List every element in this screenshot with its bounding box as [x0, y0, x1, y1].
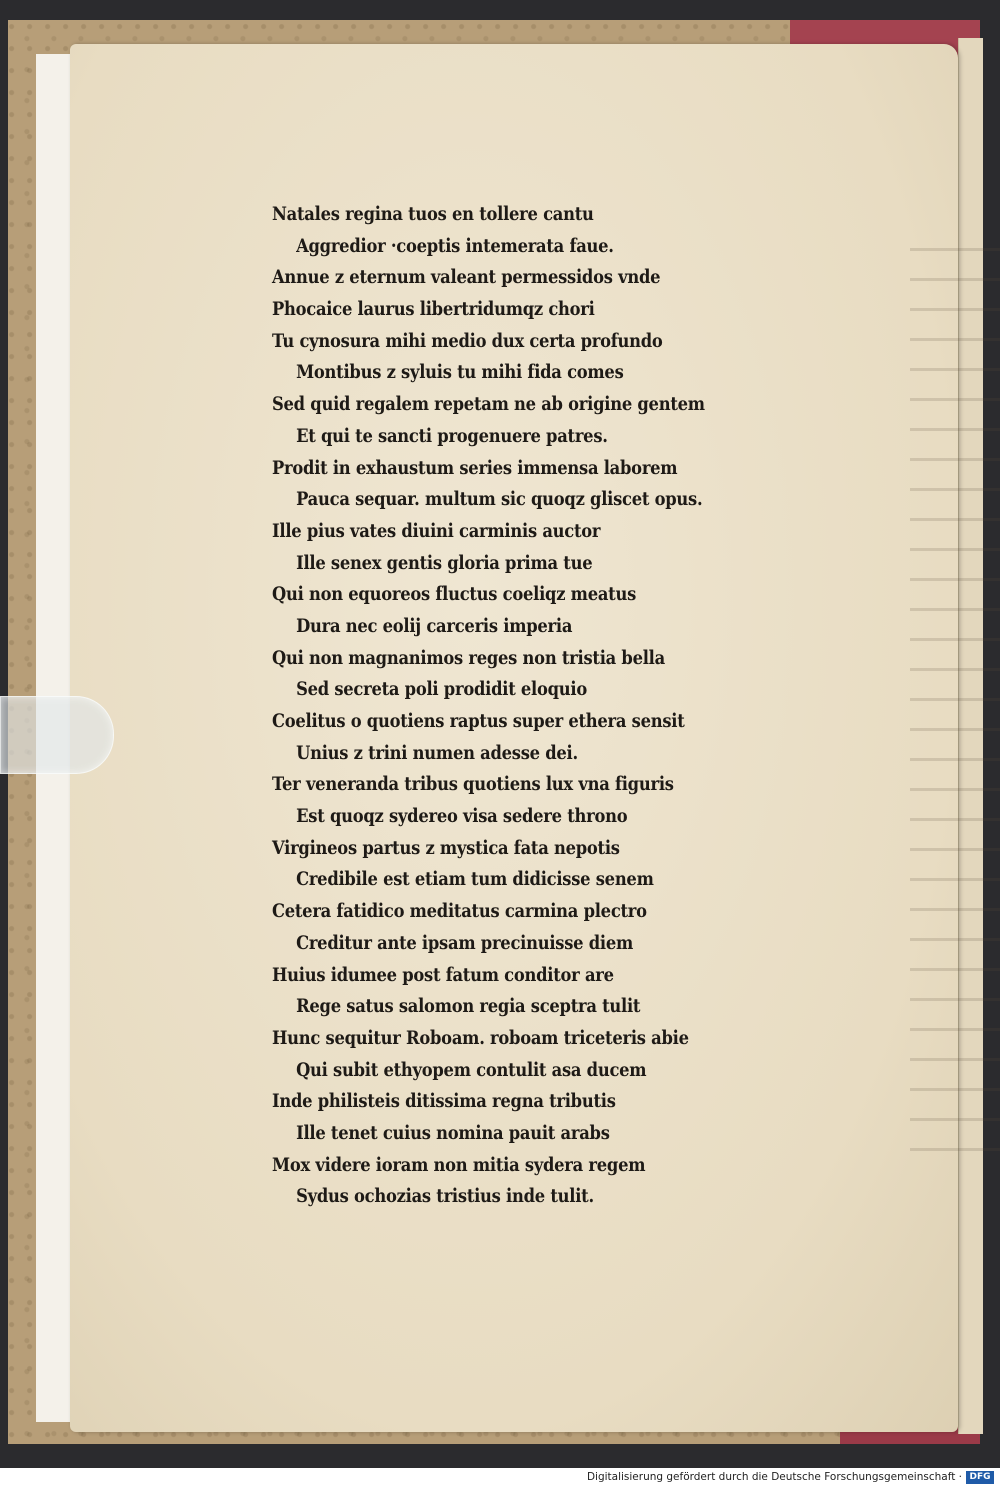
verse-line: Natales regina tuos en tollere cantu: [272, 203, 594, 225]
footer-bar: [0, 1468, 1000, 1488]
verse-line: Credibile est etiam tum didicisse senem: [296, 868, 654, 891]
verse-line: Rege satus salomon regia sceptra tulit: [296, 995, 641, 1018]
verse-line: Virgineos partus z mystica fata nepotis: [272, 836, 620, 859]
plastic-clip: [0, 696, 114, 774]
verse-line: Annue z eternum valeant permessidos vnde: [272, 266, 661, 289]
verse-line: Inde philisteis ditissima regna tributis: [272, 1090, 616, 1113]
verse-line: Prodit in exhaustum series immensa laborem: [272, 456, 678, 479]
dfg-credit-text: Digitalisierung gefördert durch die Deutsche Forschungsgemeinschaft ·: [586, 1471, 962, 1483]
verse-line: Qui non equoreos fluctus coeliqz meatus: [272, 583, 637, 606]
verse-line: Cetera fatidico meditatus carmina plectro: [272, 900, 647, 923]
verse-line: Unius z trini numen adesse dei.: [296, 741, 578, 764]
verse-line: Huius idumee post fatum conditor are: [272, 963, 614, 986]
verse-line: Mox videre ioram non mitia sydera regem: [272, 1153, 646, 1176]
verse-line: Ter veneranda tribus quotiens lux vna figuris: [272, 773, 674, 796]
verse-line: Ille senex gentis gloria prima tue: [296, 551, 593, 574]
verse-line: Dura nec eolij carceris imperia: [296, 614, 573, 637]
verse-line: Tu cynosura mihi medio dux certa profundo: [272, 329, 663, 352]
verse-line: Ille tenet cuius nomina pauit arabs: [296, 1121, 610, 1144]
verse-line: Sed secreta poli prodidit eloquio: [296, 678, 588, 701]
verse-line: Montibus z syluis tu mihi fida comes: [296, 361, 624, 384]
verse-line: Aggredior ·coeptis intemerata faue.: [296, 234, 614, 257]
dfg-logo: DFG: [966, 1471, 994, 1484]
verse-line: Sydus ochozias tristius inde tulit.: [296, 1185, 594, 1208]
verse-line: Hunc sequitur Roboam. roboam triceteris abie: [272, 1026, 689, 1049]
verse-line: Pauca sequar. multum sic quoqz gliscet opus.: [296, 488, 703, 511]
verse-line: Sed quid regalem repetam ne ab origine gentem: [272, 393, 705, 416]
verse-line: Phocaice laurus libertridumqz chori: [272, 298, 595, 321]
verse-line: Est quoqz sydereo visa sedere throno: [296, 805, 628, 828]
verse-line: Qui subit ethyopem contulit asa ducem: [296, 1058, 647, 1081]
show-through-text: [910, 234, 1000, 1174]
verse-line: Coelitus o quotiens raptus super ethera sensit: [272, 710, 685, 732]
verse-line: Et qui te sancti progenuere patres.: [296, 424, 608, 447]
verse-line: Creditur ante ipsam precinuisse diem: [296, 931, 634, 954]
poem-text-block: [272, 199, 752, 1213]
verse-line: Ille pius vates diuini carminis auctor: [272, 519, 601, 542]
verse-line: Qui non magnanimos reges non tristia bella: [272, 646, 665, 669]
